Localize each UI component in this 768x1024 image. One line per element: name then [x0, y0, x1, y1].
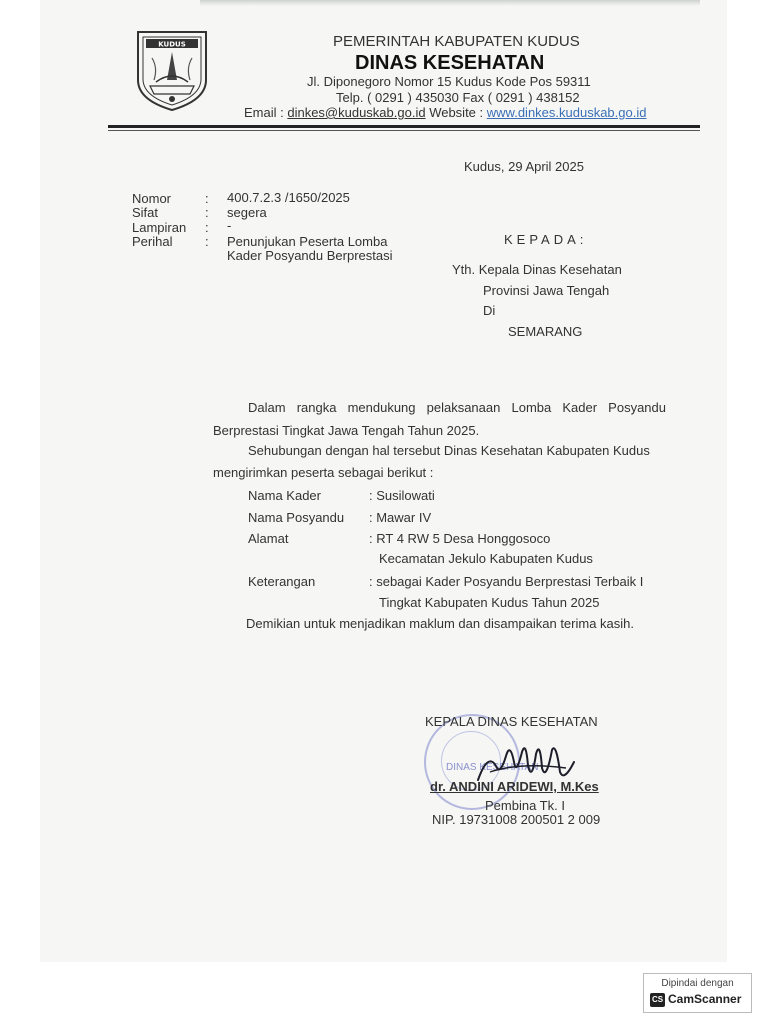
alamat-label: Alamat: [248, 531, 289, 546]
lampiran-colon: :: [205, 220, 209, 235]
perihal-colon: :: [205, 234, 209, 249]
letterhead-phone: Telp. ( 0291 ) 435030 Fax ( 0291 ) 438152: [336, 90, 580, 105]
camscanner-badge: [643, 973, 752, 1013]
scan-shadow: [200, 0, 700, 6]
nomor-label: Nomor: [132, 191, 172, 206]
perihal-label: Perihal: [132, 234, 173, 249]
letter-page: [40, 0, 727, 962]
camscanner-name: CamScanner: [668, 992, 742, 1006]
kepada-heading: KEPADA:: [504, 232, 588, 247]
paragraph-1-line-1: Dalam rangka mendukung pelaksanaan Lomba Kader Posyandu: [248, 400, 666, 415]
letterhead-government: PEMERINTAH KABUPATEN KUDUS: [333, 33, 580, 50]
perihal-line-2: Kader Posyandu Berprestasi: [227, 248, 393, 263]
sifat-label: Sifat: [132, 205, 159, 220]
signatory-nip: NIP. 19731008 200501 2 009: [432, 812, 601, 827]
nama-kader-value: : Susilowati: [369, 488, 435, 503]
paragraph-1-line-2: Berprestasi Tingkat Jawa Tengah Tahun 2025.: [213, 423, 480, 438]
svg-text:KUDUS: KUDUS: [158, 40, 186, 49]
keterangan-label: Keterangan: [248, 574, 316, 589]
nomor-colon: :: [205, 191, 209, 206]
keterangan-value-2: Tingkat Kabupaten Kudus Tahun 2025: [379, 595, 600, 610]
camscanner-logo-icon: CS: [650, 993, 665, 1007]
closing-sentence: Demikian untuk menjadikan maklum dan disampaikan terima kasih.: [246, 616, 635, 631]
lampiran-label: Lampiran: [132, 220, 187, 235]
signatory-title: KEPALA DINAS KESEHATAN: [425, 714, 598, 729]
letter-date: Kudus, 29 April 2025: [464, 159, 584, 174]
recipient-line-2: Provinsi Jawa Tengah: [483, 283, 610, 298]
website-label: Website :: [425, 105, 487, 120]
alamat-value-2: Kecamatan Jekulo Kabupaten Kudus: [379, 551, 593, 566]
paragraph-2-line-2: mengirimkan peserta sebagai berikut :: [213, 465, 434, 480]
lampiran-value: -: [227, 218, 232, 233]
sifat-colon: :: [205, 205, 209, 220]
letterhead-rule-thin: [108, 130, 700, 131]
nomor-value: 400.7.2.3 /1650/2025: [227, 190, 350, 205]
signatory-name: dr. ANDINI ARIDEWI, M.Kes: [430, 779, 599, 794]
letterhead-address: Jl. Diponegoro Nomor 15 Kudus Kode Pos 59311: [307, 74, 591, 89]
letterhead-rule-thick: [108, 125, 700, 128]
recipient-line-1: Yth. Kepala Dinas Kesehatan: [452, 262, 622, 277]
stamp-text: DINAS KESEHATAN: [446, 762, 539, 773]
website-link[interactable]: www.dinkes.kuduskab.go.id: [486, 105, 647, 120]
alamat-value-1: : RT 4 RW 5 Desa Honggosoco: [369, 531, 551, 546]
letterhead-contact: [244, 105, 646, 120]
signatory-rank: Pembina Tk. I: [485, 798, 565, 813]
paragraph-2-line-1: Sehubungan dengan hal tersebut Dinas Kesehatan Kabupaten Kudus: [248, 443, 650, 458]
sifat-value: segera: [227, 205, 267, 220]
email-link[interactable]: dinkes@kuduskab.go.id: [287, 105, 426, 120]
kudus-emblem-icon: [134, 28, 210, 112]
email-label: Email :: [244, 105, 288, 120]
recipient-line-3: Di: [483, 303, 496, 318]
nama-posyandu-label: Nama Posyandu: [248, 510, 345, 525]
letterhead-office: DINAS KESEHATAN: [355, 52, 545, 74]
nama-kader-label: Nama Kader: [248, 488, 321, 503]
nama-posyandu-value: : Mawar IV: [369, 510, 432, 525]
camscanner-caption: Dipindai dengan: [661, 978, 734, 989]
keterangan-value-1: : sebagai Kader Posyandu Berprestasi Terbaik I: [369, 574, 644, 589]
perihal-line-1: Penunjukan Peserta Lomba: [227, 234, 388, 249]
recipient-line-4: SEMARANG: [508, 324, 583, 339]
